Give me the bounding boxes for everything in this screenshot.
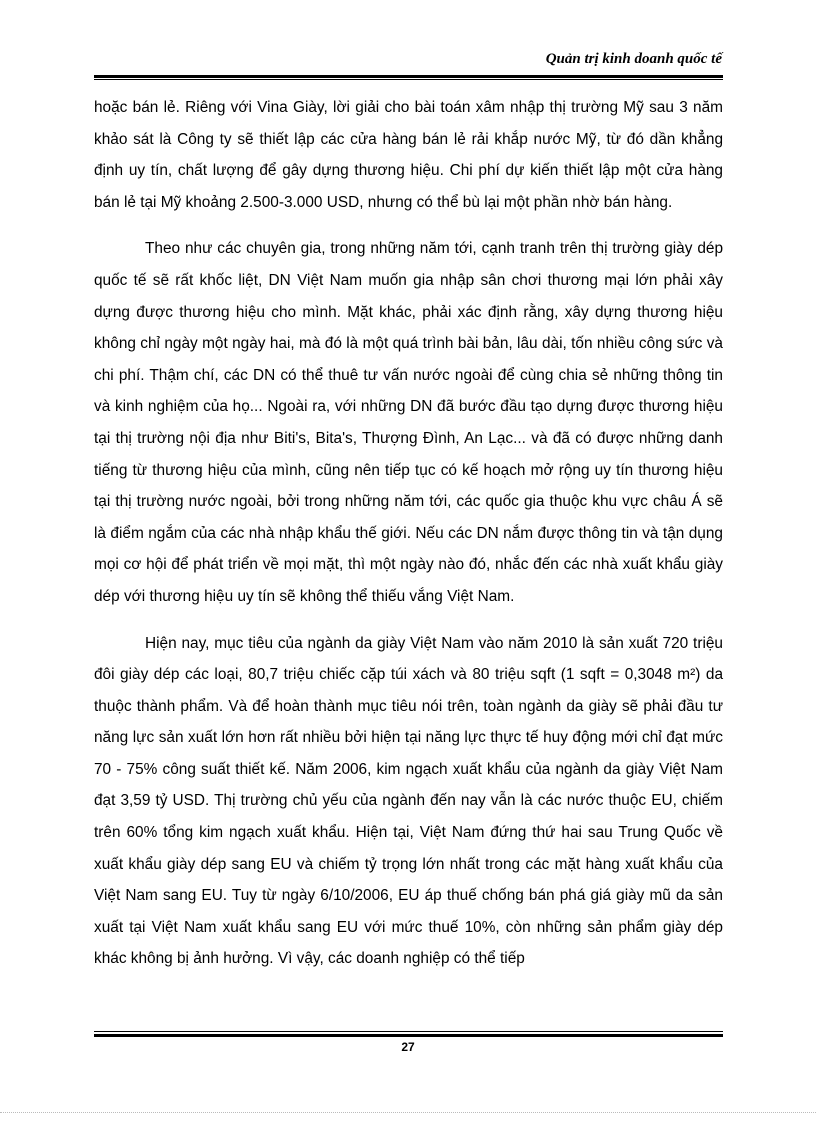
header-rule-thin — [94, 79, 723, 80]
page-number: 27 — [401, 1040, 415, 1054]
running-header-title: Quản trị kinh doanh quốc tế — [545, 51, 722, 67]
body-text — [94, 92, 723, 975]
paragraph-2: Theo như các chuyên gia, trong những năm tới, cạnh tranh trên thị trường giày dép quốc tế sẽ rất khốc liệt, DN Việt Nam muốn gia nhập sân chơi thương mại lớn phải xây dựng được thương hiệu cho mình. Mặt khác, phải xác định rằng, xây dựng thương hiệu không chỉ ngày một ngày hai, mà đó là một quá trình bài bản, lâu dài, tốn nhiều công sức và chi phí. Thậm chí, các DN có thể thuê tư vấn nước ngoài để cùng chia sẻ những thông tin và kinh nghiệm của họ... Ngoài ra, với những DN đã bước đầu tạo dựng được thương hiệu tại thị trường nội địa như Biti's, Bita's, Thượng Đình, An Lạc... và đã có được những danh tiếng từ thương hiệu của mình, cũng nên tiếp tục có kế hoạch mở rộng uy tín thương hiệu tại thị trường nước ngoài, bởi trong những năm tới, các quốc gia thuộc khu vực châu Á sẽ là điểm ngắm của các nhà nhập khẩu thế giới. Nếu các DN nắm được thông tin và tận dụng mọi cơ hội để phát triển về mọi mặt, thì một ngày nào đó, nhắc đến các nhà xuất khẩu giày dép với thương hiệu uy tín sẽ không thể thiếu vắng Việt Nam. — [94, 240, 723, 605]
paragraph-1: hoặc bán lẻ. Riêng với Vina Giày, lời giải cho bài toán xâm nhập thị trường Mỹ sau 3 năm khảo sát là Công ty sẽ thiết lập các cửa hàng bán lẻ rải khắp nước Mỹ, từ đó dần khẳng định uy tín, chất lượng để gây dựng thương hiệu. Chi phí dự kiến thiết lập một cửa hàng bán lẻ tại Mỹ khoảng 2.500-3.000 USD, nhưng có thể bù lại một phần nhờ bán hàng. — [94, 99, 723, 211]
paragraph-3: Hiện nay, mục tiêu của ngành da giày Việt Nam vào năm 2010 là sản xuất 720 triệu đôi giày dép các loại, 80,7 triệu chiếc cặp túi xách và 80 triệu sqft (1 sqft = 0,3048 m²) da thuộc thành phẩm. Và để hoàn thành mục tiêu nói trên, toàn ngành da giày sẽ phải đầu tư năng lực sản xuất lớn hơn rất nhiều bởi hiện tại năng lực thực tế huy động mới chỉ đạt mức 70 - 75% công suất thiết kế. Năm 2006, kim ngạch xuất khẩu của ngành da giày Việt Nam đạt 3,59 tỷ USD. Thị trường chủ yếu của ngành đến nay vẫn là các nước thuộc EU, chiếm trên 60% tổng kim ngạch xuất khẩu. Hiện tại, Việt Nam đứng thứ hai sau Trung Quốc về xuất khẩu giày dép sang EU và chiếm tỷ trọng lớn nhất trong các mặt hàng xuất khẩu của Việt Nam sang EU. Tuy từ ngày 6/10/2006, EU áp thuế chống bán phá giá giày mũ da sản xuất tại Việt Nam xuất khẩu sang EU với mức thuế 10%, còn những sản phẩm giày dép khác không bị ảnh hưởng. Vì vậy, các doanh nghiệp có thể tiếp — [94, 634, 723, 968]
footer-rule — [94, 1034, 723, 1037]
footer-rule-thin — [94, 1031, 723, 1032]
page-bottom-edge — [0, 1112, 816, 1113]
header-rule — [94, 75, 723, 78]
